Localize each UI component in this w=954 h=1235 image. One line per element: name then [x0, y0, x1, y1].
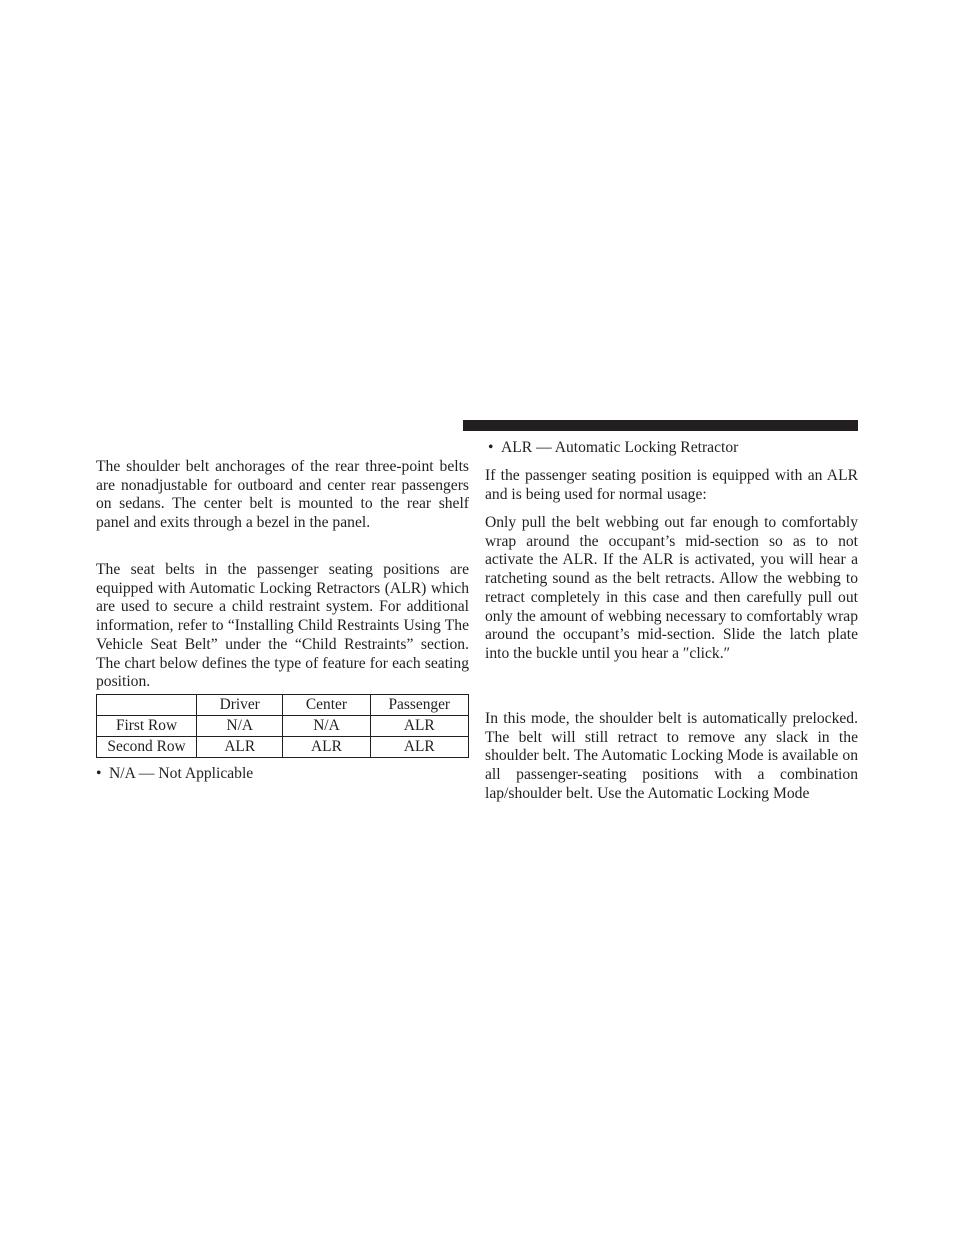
alr-description-paragraph: The seat belts in the passenger seating positions are equipped with Automatic Locking Retractors (ALR) which are used to secure a child restraint system. For additional information, refer to “Installing Child Restraints Using The Vehicle Seat Belt” under the “Child Restraints” section. The chart below defines the type of feature for each seating position.	[96, 561, 469, 691]
table-cell: ALR	[197, 737, 283, 758]
table-header-cell	[97, 695, 197, 716]
automatic-locking-mode-paragraph: In this mode, the shoulder belt is automatically prelocked. The belt will still retract to remove any slack in the shoulder belt. The Automatic Locking Mode is available on all passenger-seating positions with a combination lap/shoulder belt. Use the Automatic Locking Mode	[485, 710, 858, 802]
rear-belt-anchorage-paragraph: The shoulder belt anchorages of the rear three-point belts are nonadjustable for outboard and center rear passengers on sedans. The center belt is mounted to the rear shelf panel and exits through a bezel in the panel.	[96, 458, 469, 532]
bullet-dot-icon: •	[488, 439, 494, 456]
table-header-row	[97, 695, 469, 716]
table-header-cell: Center	[283, 695, 370, 716]
table-cell: Second Row	[97, 737, 197, 758]
bullet-text: N/A — Not Applicable	[109, 765, 254, 782]
table-cell: First Row	[97, 716, 197, 737]
section-header-bar	[463, 420, 858, 431]
table-cell: ALR	[370, 716, 468, 737]
table-cell: ALR	[283, 737, 370, 758]
table-cell: N/A	[283, 716, 370, 737]
bullet-text: ALR — Automatic Locking Retractor	[501, 439, 739, 456]
table-header-cell: Passenger	[370, 695, 468, 716]
table-row	[97, 716, 469, 737]
table-header-cell: Driver	[197, 695, 283, 716]
table-cell: ALR	[370, 737, 468, 758]
bullet-dot-icon: •	[96, 765, 102, 782]
normal-usage-paragraph: If the passenger seating position is equipped with an ALR and is being used for normal usage:	[485, 467, 858, 503]
seating-position-table	[96, 694, 469, 758]
table-cell: N/A	[197, 716, 283, 737]
bullet-alr	[488, 439, 738, 458]
table-row	[97, 737, 469, 758]
bullet-not-applicable	[96, 765, 253, 784]
webbing-instruction-paragraph: Only pull the belt webbing out far enough to comfortably wrap around the occupant’s mid-section so as to not activate the ALR. If the ALR is activated, you will hear a ratcheting sound as the belt retracts. Allow the webbing to retract completely in this case and then carefully pull out only the amount of webbing necessary to comfortably wrap around the occupant’s mid-section. Slide the latch plate into the buckle until you hear a ″click.″	[485, 514, 858, 662]
